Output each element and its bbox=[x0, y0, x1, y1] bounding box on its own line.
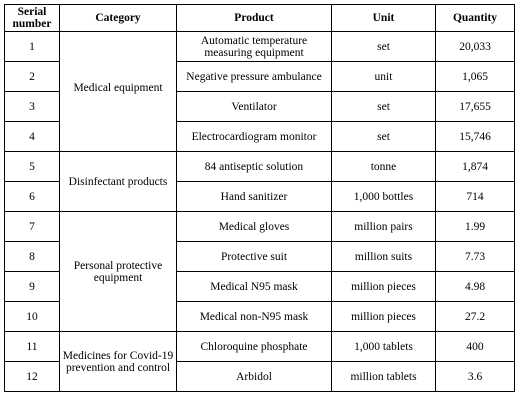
serial-cell: 9 bbox=[5, 272, 60, 302]
header-unit: Unit bbox=[332, 5, 436, 32]
quantity-cell: 20,033 bbox=[436, 32, 515, 62]
category-cell: Disinfectant products bbox=[60, 152, 177, 212]
unit-cell: 1,000 bottles bbox=[332, 182, 436, 212]
serial-cell: 12 bbox=[5, 362, 60, 392]
header-quantity: Quantity bbox=[436, 5, 515, 32]
category-cell: Medicines for Covid-19 prevention and control bbox=[60, 332, 177, 392]
unit-cell: 1,000 tablets bbox=[332, 332, 436, 362]
product-cell: Chloroquine phosphate bbox=[177, 332, 332, 362]
quantity-cell: 1,874 bbox=[436, 152, 515, 182]
unit-cell: set bbox=[332, 32, 436, 62]
serial-cell: 8 bbox=[5, 242, 60, 272]
quantity-cell: 3.6 bbox=[436, 362, 515, 392]
product-cell: Automatic temperature measuring equipment bbox=[177, 32, 332, 62]
serial-cell: 4 bbox=[5, 122, 60, 152]
serial-cell: 7 bbox=[5, 212, 60, 242]
header-category: Category bbox=[60, 5, 177, 32]
product-cell: Negative pressure ambulance bbox=[177, 62, 332, 92]
quantity-cell: 714 bbox=[436, 182, 515, 212]
quantity-cell: 7.73 bbox=[436, 242, 515, 272]
product-cell: Medical N95 mask bbox=[177, 272, 332, 302]
serial-cell: 11 bbox=[5, 332, 60, 362]
product-cell: Arbidol bbox=[177, 362, 332, 392]
unit-cell: unit bbox=[332, 62, 436, 92]
product-cell: Protective suit bbox=[177, 242, 332, 272]
category-cell: Personal protective equipment bbox=[60, 212, 177, 332]
quantity-cell: 1.99 bbox=[436, 212, 515, 242]
header-serial: Serial number bbox=[5, 5, 60, 32]
unit-cell: tonne bbox=[332, 152, 436, 182]
table-row bbox=[5, 152, 515, 182]
unit-cell: set bbox=[332, 122, 436, 152]
table-row bbox=[5, 332, 515, 362]
product-cell: 84 antiseptic solution bbox=[177, 152, 332, 182]
header-row bbox=[5, 5, 515, 32]
product-cell: Hand sanitizer bbox=[177, 182, 332, 212]
serial-cell: 10 bbox=[5, 302, 60, 332]
unit-cell: million pieces bbox=[332, 302, 436, 332]
unit-cell: million pairs bbox=[332, 212, 436, 242]
serial-cell: 3 bbox=[5, 92, 60, 122]
quantity-cell: 400 bbox=[436, 332, 515, 362]
quantity-cell: 4.98 bbox=[436, 272, 515, 302]
unit-cell: set bbox=[332, 92, 436, 122]
table-row bbox=[5, 212, 515, 242]
quantity-cell: 15,746 bbox=[436, 122, 515, 152]
unit-cell: million pieces bbox=[332, 272, 436, 302]
serial-cell: 1 bbox=[5, 32, 60, 62]
quantity-cell: 17,655 bbox=[436, 92, 515, 122]
serial-cell: 2 bbox=[5, 62, 60, 92]
serial-cell: 6 bbox=[5, 182, 60, 212]
product-cell: Medical gloves bbox=[177, 212, 332, 242]
category-cell: Medical equipment bbox=[60, 32, 177, 152]
supplies-table bbox=[4, 4, 515, 392]
table-row bbox=[5, 32, 515, 62]
header-product: Product bbox=[177, 5, 332, 32]
product-cell: Electrocardiogram monitor bbox=[177, 122, 332, 152]
unit-cell: million suits bbox=[332, 242, 436, 272]
serial-cell: 5 bbox=[5, 152, 60, 182]
quantity-cell: 27.2 bbox=[436, 302, 515, 332]
product-cell: Ventilator bbox=[177, 92, 332, 122]
unit-cell: million tablets bbox=[332, 362, 436, 392]
quantity-cell: 1,065 bbox=[436, 62, 515, 92]
product-cell: Medical non-N95 mask bbox=[177, 302, 332, 332]
